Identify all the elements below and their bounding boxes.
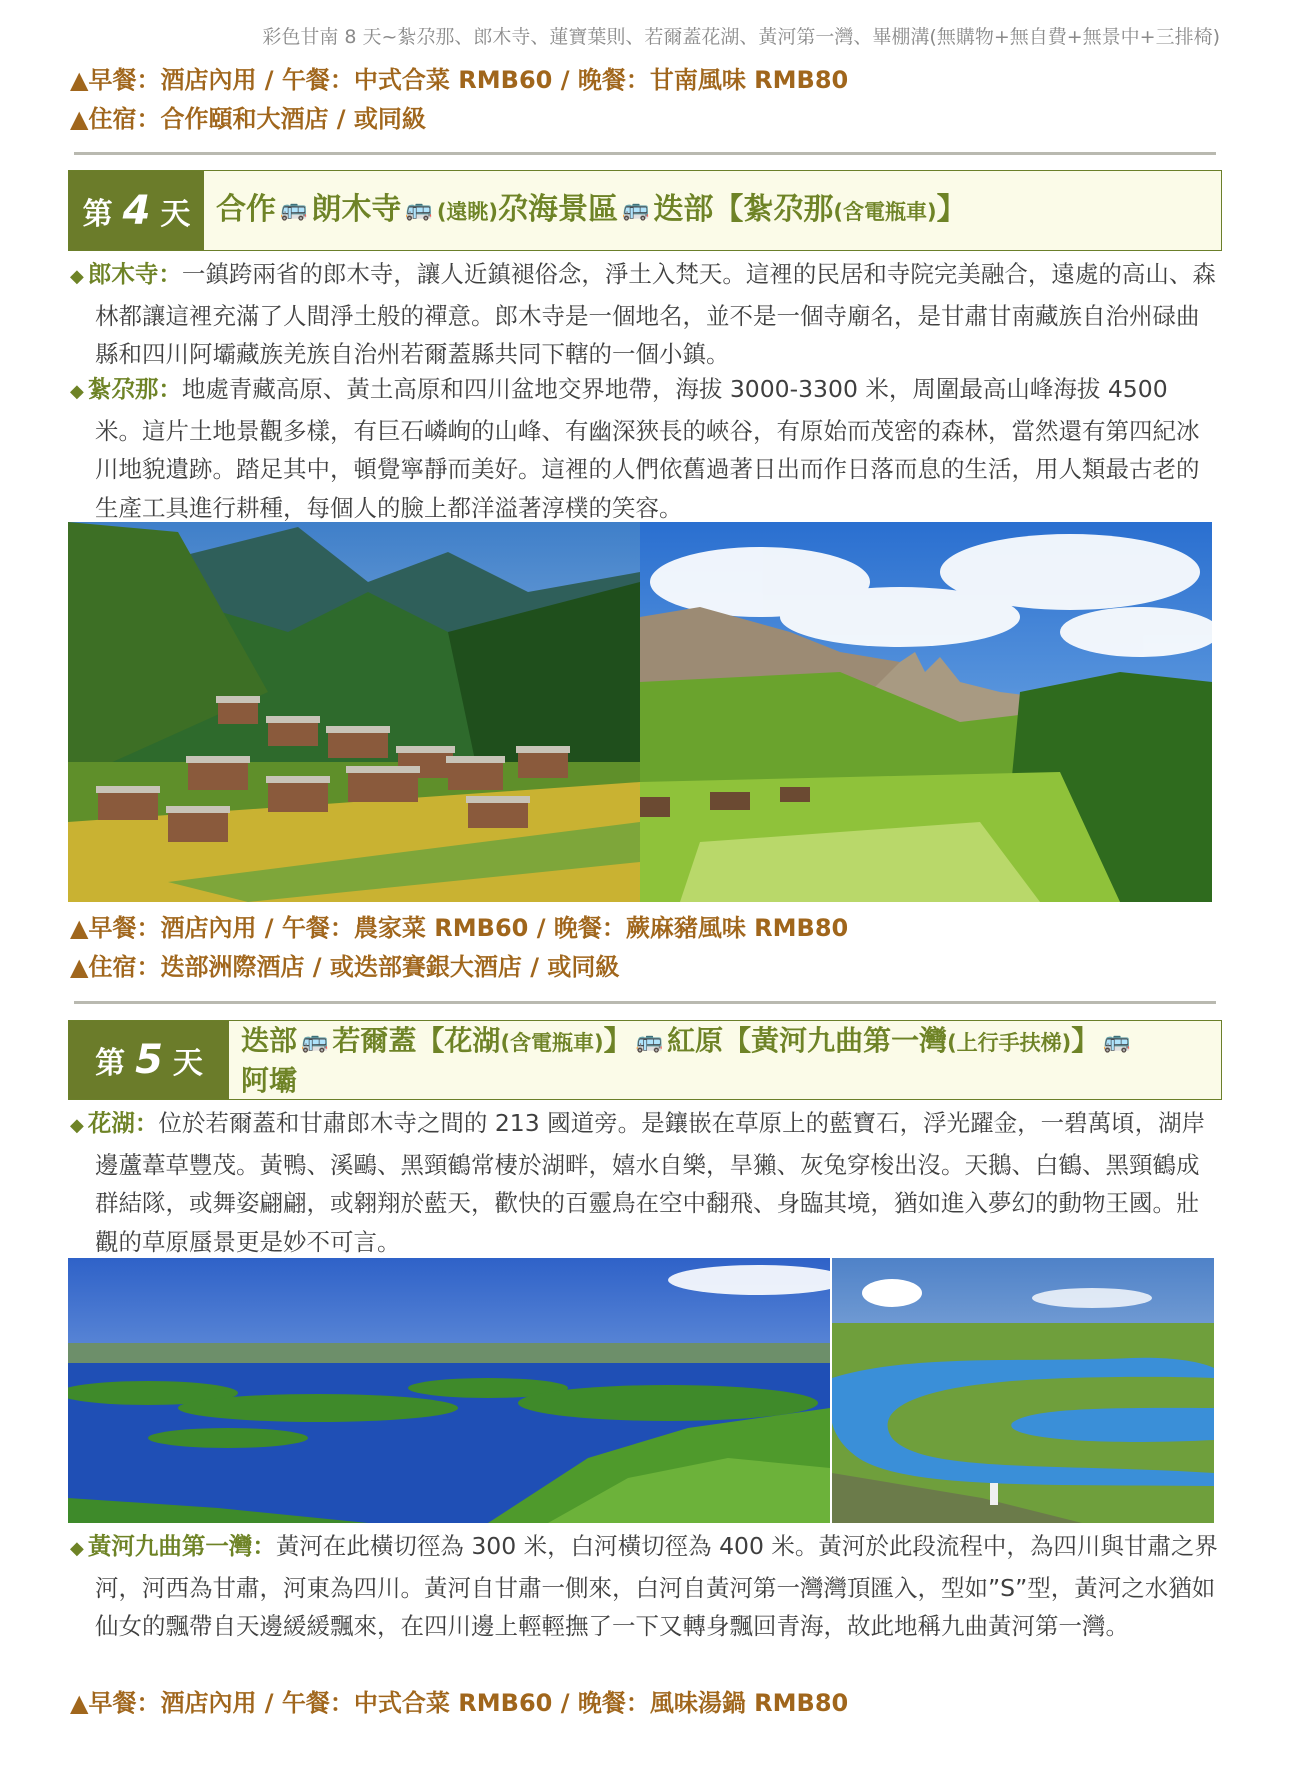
route-stop: 朗木寺 bbox=[311, 191, 402, 227]
day-number: 4 bbox=[122, 187, 151, 234]
route-note: (含電瓶車) bbox=[833, 199, 937, 224]
day-prefix: 第 bbox=[82, 196, 113, 232]
bus-icon: 🚌 bbox=[301, 1029, 329, 1054]
day5-route bbox=[229, 1021, 1147, 1099]
attraction-text: 地處青藏高原、黃土高原和四川盆地交界地帶，海拔 3000-3300 米，周圍最高山峰海拔 4500 米。這片土地景觀多樣，有巨石嶙峋的山峰、有幽深狹長的峽谷，有原始而茂密的森林，當然還有第四紀冰川地貌遺跡。踏足其中，頓覺寧靜而美好。這裡的人們依舊過著日出而作日落而息的生活，用人類最古老的生產工具進行耕種，每個人的臉上都洋溢著淳樸的笑容。 bbox=[95, 375, 1200, 522]
attraction-text: 黃河在此橫切徑為 300 米，白河橫切徑為 400 米。黃河於此段流程中，為四川與甘肅之界河，河西為甘肅，河東為四川。黃河自甘肅一側來，白河自黃河第一灣灣頂匯入，型如”S”型，黃河之水猶如仙女的飄帶自天邊緩緩飄來，在四川邊上輕輕撫了一下又轉身飄回青海，故此地稱九曲黃河第一灣。 bbox=[95, 1532, 1218, 1640]
day-suffix: 天 bbox=[160, 196, 191, 232]
route-note: (含電瓶車) bbox=[500, 1030, 604, 1055]
bus-icon: 🚌 bbox=[1103, 1029, 1131, 1054]
route-note: (遠眺) bbox=[436, 199, 499, 224]
route-bracket: 】 bbox=[1071, 1023, 1100, 1057]
photo-yellow-river-bend bbox=[832, 1258, 1214, 1523]
photo-flower-lake bbox=[68, 1258, 830, 1523]
route-stop: 迭部【紮尕那 bbox=[653, 191, 834, 227]
day4-route bbox=[204, 171, 979, 250]
attraction-zhagana bbox=[70, 370, 1220, 527]
day-number: 5 bbox=[135, 1037, 163, 1083]
route-stop: 紅原【黃河九曲第一灣 bbox=[667, 1023, 948, 1057]
bus-icon: 🚌 bbox=[405, 197, 433, 222]
route-stop: 若爾蓋【花湖 bbox=[332, 1023, 501, 1057]
attraction-flower-lake bbox=[70, 1104, 1220, 1261]
route-note: (上行手扶梯) bbox=[947, 1030, 1072, 1055]
day-prefix: 第 bbox=[95, 1046, 126, 1081]
bus-icon: 🚌 bbox=[635, 1029, 664, 1054]
tour-title: 彩色甘南 8 天~紮尕那、郎木寺、蓮寶葉則、若爾蓋花湖、黃河第一灣、畢棚溝(無購物+無自費+無景中+三排椅) bbox=[262, 26, 1220, 48]
bus-icon: 🚌 bbox=[280, 197, 308, 222]
photo-zhagana-valley bbox=[640, 522, 1212, 902]
attraction-name: 郎木寺： bbox=[87, 260, 182, 288]
day5-header bbox=[68, 1020, 1222, 1100]
route-stop: 阿壩 bbox=[241, 1063, 298, 1097]
route-bracket: 】 bbox=[603, 1023, 632, 1057]
divider bbox=[74, 152, 1216, 155]
diamond-bullet-icon: ◆ bbox=[70, 1115, 84, 1136]
bus-icon: 🚌 bbox=[622, 197, 650, 222]
day4-label bbox=[69, 171, 204, 250]
route-stop: 尕海景區 bbox=[498, 191, 619, 227]
day5-label bbox=[69, 1021, 229, 1099]
diamond-bullet-icon: ◆ bbox=[70, 1538, 84, 1559]
route-stop: 迭部 bbox=[241, 1023, 298, 1057]
attraction-name: 花湖： bbox=[87, 1109, 159, 1137]
divider bbox=[74, 1001, 1216, 1004]
attraction-text: 位於若爾蓋和甘肅郎木寺之間的 213 國道旁。是鑲嵌在草原上的藍寶石，浮光躍金，一碧萬頃，湖岸邊蘆葦草豐茂。黃鴨、溪鷗、黑頸鶴常棲於湖畔，嬉水自樂，旱獺、灰兔穿梭出沒。天鵝、白鶴、黑頸鶴成群結隊，或舞姿翩翩，或翱翔於藍天，歡快的百靈鳥在空中翻飛、身臨其境，猶如進入夢幻的動物王國。壯觀的草原蜃景更是妙不可言。 bbox=[95, 1109, 1206, 1256]
attraction-name: 紮尕那： bbox=[87, 375, 182, 403]
day5-meals: ▲早餐：酒店內用 / 午餐：中式合菜 RMB60 / 晚餐：風味湯鍋 RMB80 bbox=[70, 1689, 849, 1717]
day-suffix: 天 bbox=[172, 1046, 203, 1081]
day3-meals: ▲早餐：酒店內用 / 午餐：中式合菜 RMB60 / 晚餐：甘南風味 RMB80 bbox=[70, 66, 849, 94]
diamond-bullet-icon: ◆ bbox=[70, 266, 84, 287]
route-stop: 合作 bbox=[216, 191, 276, 227]
attraction-langmu bbox=[70, 255, 1220, 374]
day3-hotel: ▲住宿：合作頤和大酒店 / 或同級 bbox=[70, 105, 426, 133]
route-bracket: 】 bbox=[936, 191, 967, 227]
day4-header bbox=[68, 170, 1222, 251]
day4-hotel: ▲住宿：迭部洲際酒店 / 或迭部賽銀大酒店 / 或同級 bbox=[70, 953, 620, 981]
diamond-bullet-icon: ◆ bbox=[70, 381, 84, 402]
attraction-yellow-river-bend bbox=[70, 1527, 1220, 1646]
attraction-text: 一鎮跨兩省的郎木寺，讓人近鎮褪俗念，淨土入梵天。這裡的民居和寺院完美融合，遠處的高山、森林都讓這裡充滿了人間淨土般的禪意。郎木寺是一個地名，並不是一個寺廟名，是甘肅甘南藏族自治州碌曲縣和四川阿壩藏族羌族自治州若爾蓋縣共同下轄的一個小鎮。 bbox=[95, 260, 1216, 368]
photo-village bbox=[68, 522, 640, 902]
day4-meals: ▲早餐：酒店內用 / 午餐：農家菜 RMB60 / 晚餐：蕨麻豬風味 RMB80 bbox=[70, 914, 849, 942]
attraction-name: 黃河九曲第一灣： bbox=[87, 1532, 276, 1560]
